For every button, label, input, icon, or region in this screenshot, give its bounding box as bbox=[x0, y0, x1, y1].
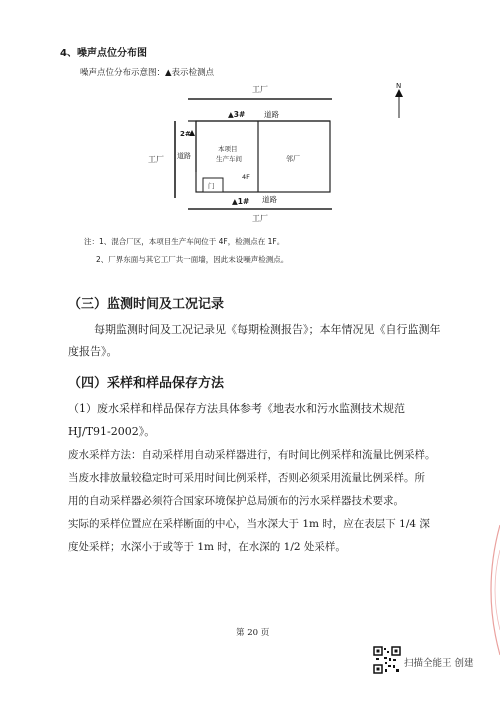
section-4-heading: 4、噪声点位分布图 bbox=[60, 48, 147, 59]
diagram-caption: 噪声点位分布示意图：▲表示检测点 bbox=[80, 68, 215, 78]
red-seal-fragment bbox=[480, 520, 500, 660]
page-number: 第 20 页 bbox=[236, 628, 270, 638]
note-line-1: 注：1、混合厂区，本项目生产车间位于 4F，检测点在 1F。 bbox=[84, 237, 285, 246]
north-arrow-head bbox=[395, 89, 403, 97]
label-workshop-line1: 本项目 bbox=[218, 145, 238, 153]
label-top-road: 道路 bbox=[264, 110, 279, 119]
label-floor: 4F bbox=[242, 173, 250, 181]
label-neighbor-factory: 邻厂 bbox=[286, 155, 300, 163]
section-4b-heading: （四）采样和样品保存方法 bbox=[68, 376, 225, 391]
body-line: 实际的采样位置应在采样断面的中心，当水深大于 1m 时，应在表层下 1/4 深 bbox=[68, 518, 430, 530]
sampling-method-body bbox=[68, 444, 440, 559]
section-4b-line-2: HJ/T91-2002》。 bbox=[68, 425, 156, 438]
section-3-line-2: 度报告》。 bbox=[68, 345, 118, 358]
label-left-road: 道路 bbox=[177, 152, 191, 160]
label-top-factory: 工厂 bbox=[252, 85, 268, 94]
label-point-2: 2# bbox=[180, 130, 191, 138]
scanner-brand-label: 扫描全能王 创建 bbox=[404, 658, 474, 669]
body-line: 当废水排放量较稳定时可采用时间比例采样，否则必须采用流量比例采样。所 bbox=[68, 472, 425, 484]
label-left-factory: 工厂 bbox=[148, 155, 164, 164]
body-line: 度处采样；水深小于或等于 1m 时，在水深的 1/2 处采样。 bbox=[68, 541, 346, 553]
label-point-1: ▲1# bbox=[232, 197, 250, 206]
label-gate: 门 bbox=[208, 182, 215, 190]
qr-code-icon bbox=[373, 646, 401, 674]
section-4b-line-1: （1）废水采样和样品保存方法具体参考《地表水和污水监测技术规范 bbox=[68, 402, 405, 415]
north-label: N bbox=[396, 82, 402, 90]
body-line: 用的自动采样器必须符合国家环境保护总局颁布的污水采样器技术要求。 bbox=[68, 495, 404, 507]
label-point-3: ▲3# bbox=[228, 110, 246, 119]
label-workshop-line2: 生产车间 bbox=[216, 155, 242, 163]
section-3-line-1: 每期监测时间及工况记录见《每期检测报告》；本年情况见《自行监测年 bbox=[94, 323, 441, 336]
body-line: 废水采样方法：自动采样用自动采样器进行，有时间比例采样和流量比例采样。 bbox=[68, 449, 436, 461]
note-line-2: 2、厂界东面与其它工厂共一面墙，因此未设噪声检测点。 bbox=[96, 255, 289, 264]
noise-point-diagram bbox=[140, 78, 420, 223]
label-bottom-factory: 工厂 bbox=[252, 214, 268, 223]
label-bottom-road: 道路 bbox=[262, 195, 277, 204]
section-3-heading: （三）监测时间及工况记录 bbox=[68, 297, 225, 312]
